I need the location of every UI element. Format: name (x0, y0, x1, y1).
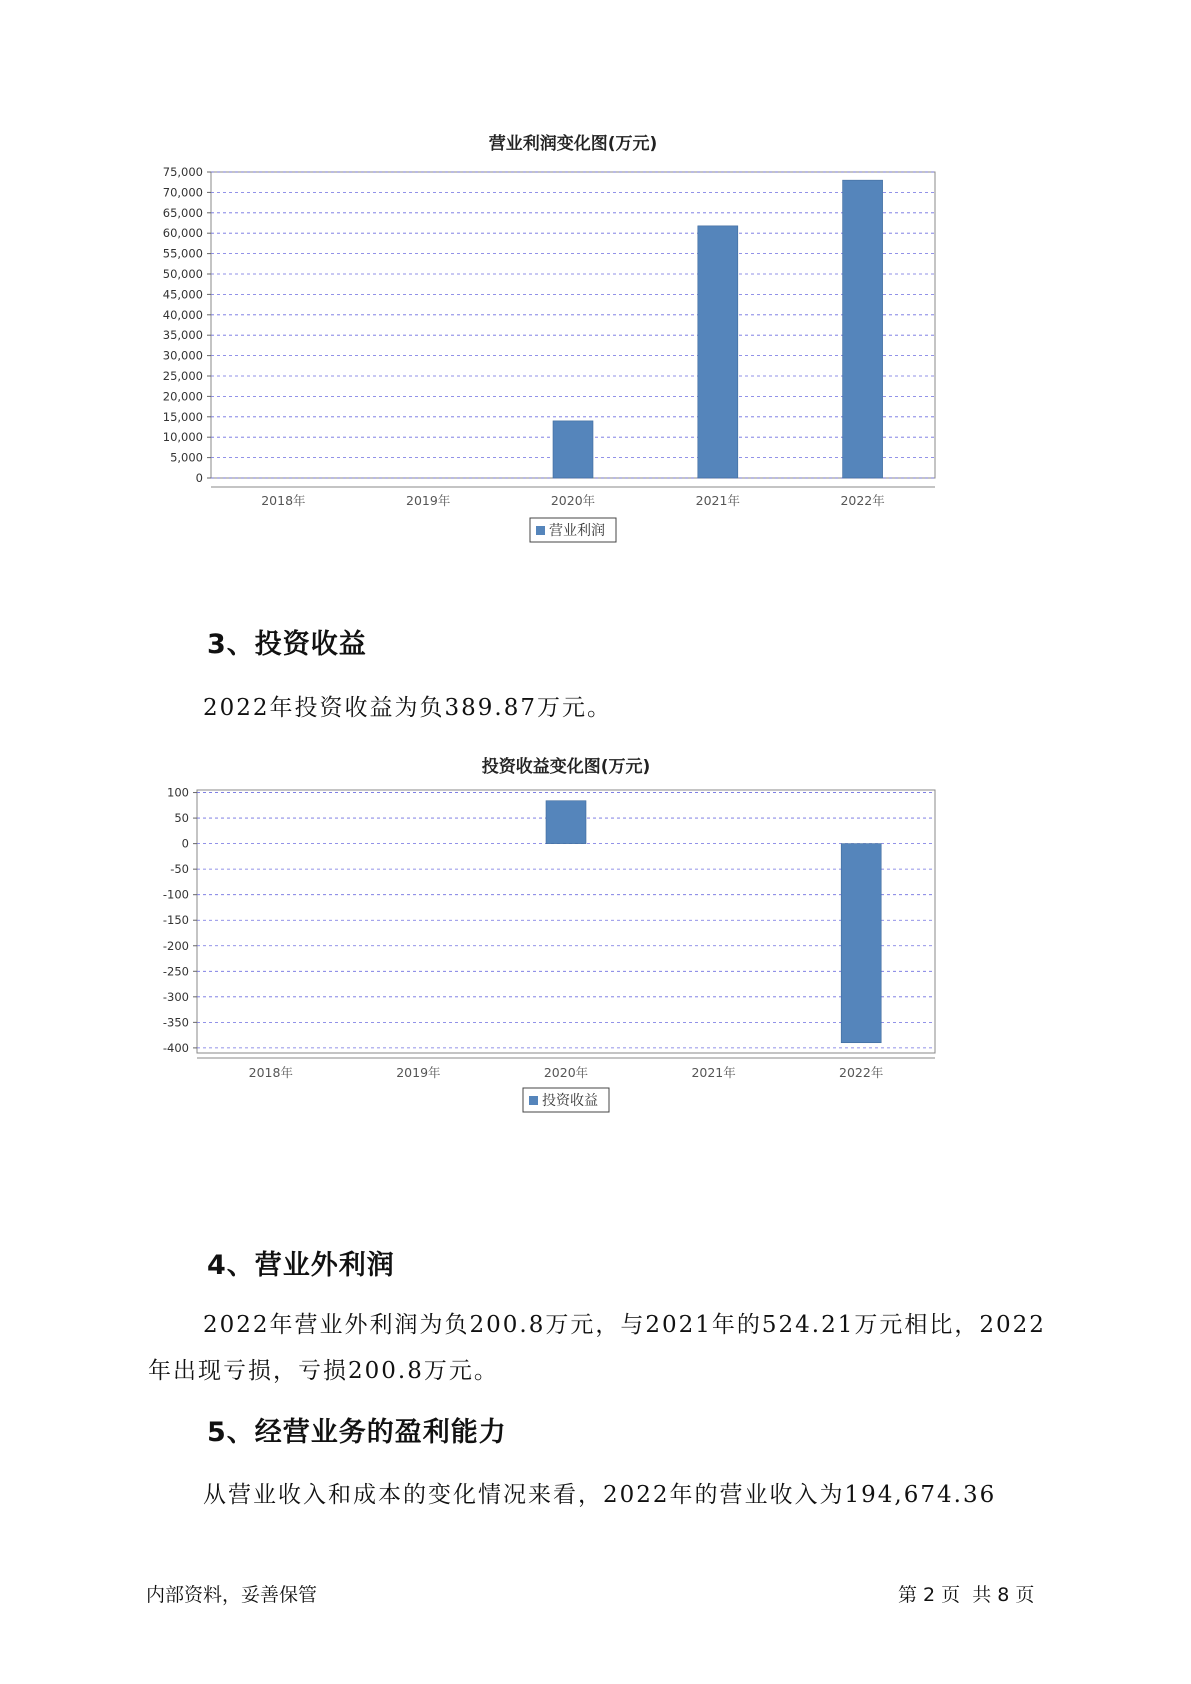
y-tick-label: 0 (195, 471, 203, 485)
y-tick-label: 100 (167, 785, 189, 800)
x-tick-label: 2018年 (248, 1065, 293, 1080)
bar (546, 801, 586, 844)
y-tick-label: 10,000 (162, 430, 203, 445)
section-4-text-line1: 2022年营业外利润为负200.8万元，与2021年的524.21万元相比，2022 (203, 1312, 1046, 1338)
y-tick-label: 70,000 (162, 185, 203, 200)
y-tick-label: -200 (162, 938, 189, 953)
y-tick-label: 60,000 (162, 226, 203, 241)
y-tick-label: -300 (162, 989, 189, 1004)
section-5-heading: 5、经营业务的盈利能力 (207, 1417, 507, 1448)
section-4-heading: 4、营业外利润 (207, 1250, 395, 1281)
legend-label: 投资收益 (542, 1093, 598, 1109)
y-tick-label: 0 (181, 836, 189, 851)
bar (843, 180, 883, 478)
x-tick-label: 2022年 (839, 1065, 884, 1080)
y-tick-label: 20,000 (162, 389, 203, 404)
y-tick-label: -400 (162, 1040, 189, 1055)
bar (841, 844, 881, 1043)
y-tick-label: 55,000 (162, 246, 203, 261)
y-tick-label: 50,000 (162, 267, 203, 281)
bar (553, 421, 593, 478)
footer-confidential-note: 内部资料，妥善保管 (146, 1584, 318, 1606)
x-tick-label: 2020年 (550, 493, 596, 508)
y-tick-label: 40,000 (162, 307, 203, 322)
x-tick-label: 2019年 (396, 1065, 441, 1080)
y-tick-label: 5,000 (170, 450, 203, 465)
chart-title: 营业利润变化图(万元) (488, 134, 658, 154)
y-tick-label: 30,000 (162, 348, 203, 363)
bar (698, 226, 738, 478)
y-tick-label: -50 (170, 862, 189, 877)
y-tick-label: 45,000 (162, 287, 203, 302)
chart-title: 投资收益变化图(万元) (481, 757, 651, 777)
footer-page-number: 第 2 页 共 8 页 (898, 1584, 1035, 1606)
legend-swatch (529, 1096, 538, 1105)
y-tick-label: 15,000 (162, 409, 203, 424)
x-tick-label: 2022年 (840, 493, 885, 508)
y-tick-label: -150 (162, 913, 189, 928)
x-tick-label: 2018年 (261, 493, 306, 508)
y-tick-label: -350 (162, 1015, 189, 1030)
x-tick-label: 2020年 (543, 1065, 589, 1080)
operating-profit-chart (140, 130, 1040, 600)
y-tick-label: 75,000 (162, 165, 203, 179)
y-tick-label: 35,000 (162, 328, 203, 343)
section-3-text: 2022年投资收益为负389.87万元。 (203, 695, 613, 721)
y-tick-label: -250 (162, 964, 189, 979)
y-tick-label: -100 (162, 887, 189, 902)
investment-income-chart (140, 752, 1040, 1222)
y-tick-label: 50 (174, 811, 189, 826)
x-tick-label: 2021年 (691, 1065, 736, 1080)
legend-swatch (536, 526, 545, 535)
section-4-text-line2: 年出现亏损，亏损200.8万元。 (148, 1358, 499, 1384)
x-tick-label: 2019年 (406, 493, 451, 508)
legend-label: 营业利润 (549, 523, 605, 539)
section-3-heading: 3、投资收益 (207, 629, 367, 660)
x-tick-label: 2021年 (695, 493, 740, 508)
operating-profit-chart-svg (140, 130, 1040, 600)
y-tick-label: 25,000 (162, 369, 203, 383)
y-tick-label: 65,000 (162, 205, 203, 220)
investment-income-chart-svg (140, 752, 1040, 1222)
section-5-text: 从营业收入和成本的变化情况来看，2022年的营业收入为194,674.36 (203, 1482, 997, 1508)
